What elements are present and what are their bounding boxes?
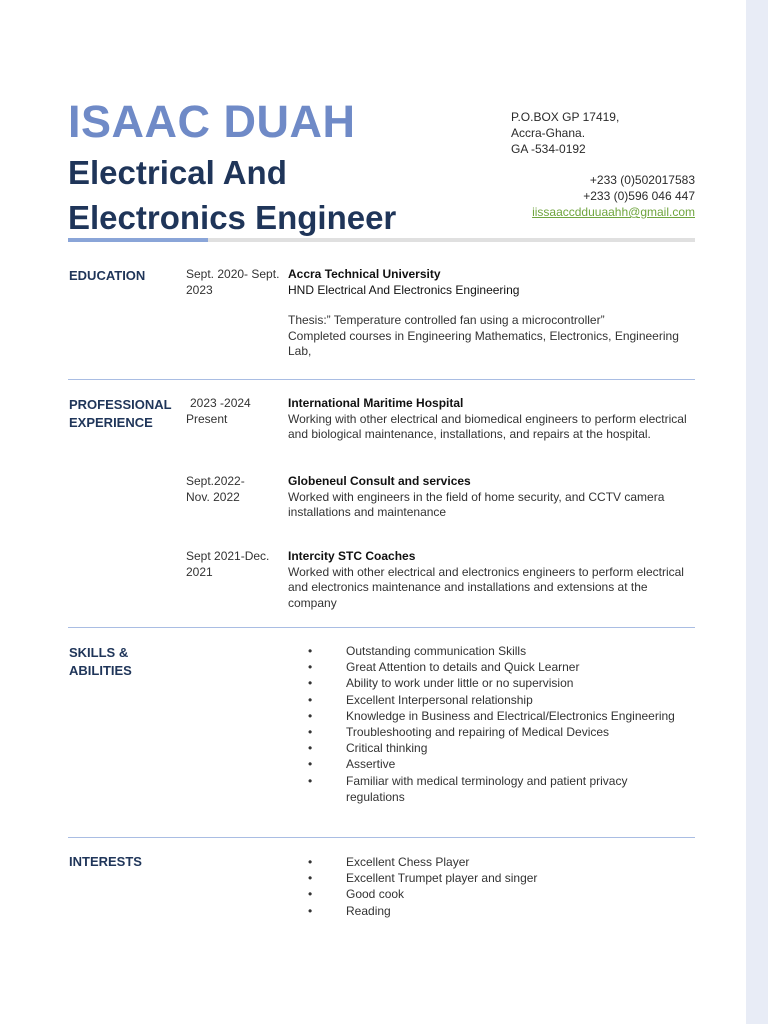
bullet-icon: •	[308, 855, 313, 869]
section-heading-skills	[69, 644, 132, 680]
institution-name: Accra Technical University	[288, 267, 441, 281]
list-item	[300, 659, 690, 675]
experience-dates	[186, 396, 290, 427]
list-item	[300, 886, 690, 902]
experience-entry	[288, 474, 698, 521]
skills-list	[300, 643, 690, 805]
section-heading-interests: INTERESTS	[69, 854, 142, 869]
phone-number: +233 (0)502017583	[589, 173, 695, 187]
thesis-text: Thesis:” Temperature controlled fan using a microcontroller”	[288, 313, 605, 327]
address-line: Accra-Ghana.	[511, 126, 586, 140]
skill-text: Excellent Interpersonal relationship	[346, 692, 533, 707]
skill-text: Outstanding communication Skills	[346, 644, 527, 658]
skill-text: Assertive	[346, 757, 396, 772]
heading-line: PROFESSIONAL	[69, 397, 172, 412]
section-heading-education: EDUCATION	[69, 268, 146, 283]
skill-text: Great Attention to details and Quick Learner	[346, 660, 580, 675]
heading-line: EXPERIENCE	[69, 415, 153, 430]
list-item	[300, 692, 690, 708]
date-line: Sept.2022-	[186, 474, 245, 488]
bullet-icon: •	[308, 773, 313, 788]
skill-text: Knowledge in Business and Electrical/Electronics Engineering	[346, 708, 675, 723]
list-item	[300, 854, 690, 870]
job-title	[68, 150, 488, 240]
experience-dates	[186, 474, 286, 505]
employer-name: Intercity STC Coaches	[288, 549, 416, 563]
bullet-icon: •	[308, 660, 313, 675]
postal-address	[511, 109, 619, 157]
date-line: Present	[186, 411, 228, 426]
bullet-icon: •	[308, 887, 313, 902]
job-title-line-1: Electrical And	[68, 154, 287, 191]
contact-info	[532, 172, 695, 220]
interest-text: Excellent Trumpet player and singer	[346, 871, 538, 886]
list-item	[300, 773, 646, 805]
date-line: 2023 -2024	[190, 396, 251, 410]
heading-line: ABILITIES	[69, 663, 132, 678]
header-divider-accent	[68, 238, 208, 242]
list-item	[300, 756, 690, 772]
education-entry	[288, 267, 698, 360]
job-description: Worked with engineers in the field of home security, and CCTV camera installations and maintenance	[288, 489, 665, 519]
date-line: Nov. 2022	[186, 489, 240, 504]
bullet-icon: •	[308, 757, 313, 772]
skill-text: Troubleshooting and repairing of Medical Devices	[346, 725, 610, 740]
bullet-icon: •	[308, 644, 313, 658]
date-line: 2023	[186, 282, 213, 297]
employer-name: Globeneul Consult and services	[288, 474, 471, 488]
skill-text: Ability to work under little or no supervision	[346, 676, 574, 691]
list-item	[300, 643, 690, 659]
interest-text: Good cook	[346, 887, 405, 902]
email-link[interactable]: iissaaccdduuaahh@gmail.com	[532, 205, 695, 219]
section-divider	[68, 837, 695, 838]
address-line: GA -534-0192	[511, 142, 586, 156]
list-item	[300, 870, 690, 886]
program-name: HND Electrical And Electronics Engineering	[288, 282, 520, 297]
bullet-icon: •	[308, 741, 313, 756]
list-item	[300, 675, 690, 691]
experience-entry	[288, 549, 698, 611]
interests-list	[300, 854, 690, 919]
job-description: Worked with other electrical and electronics engineers to perform electrical and electronics maintenance and installations and extensions at the company	[288, 564, 684, 610]
bullet-icon: •	[308, 676, 313, 691]
job-description: Working with other electrical and biomedical engineers to perform electrical and biological maintenance, installations, and repairs at the hospital.	[288, 411, 687, 441]
skill-text: Critical thinking	[346, 741, 428, 756]
list-item	[300, 740, 690, 756]
bullet-icon: •	[308, 871, 313, 886]
experience-dates	[186, 549, 286, 580]
candidate-name: ISAAC DUAH	[68, 96, 356, 147]
section-divider	[68, 379, 695, 380]
phone-number: +233 (0)596 046 447	[583, 189, 695, 203]
experience-entry	[288, 396, 698, 443]
employer-name: International Maritime Hospital	[288, 396, 464, 410]
date-line: Sept. 2020- Sept.	[186, 267, 280, 281]
courses-text: Completed courses in Engineering Mathematics, Electronics, Engineering Lab,	[288, 328, 679, 358]
section-divider	[68, 627, 695, 628]
page-edge-strip	[746, 0, 768, 1024]
skill-text: Familiar with medical terminology and patient privacy regulations	[346, 773, 628, 804]
interest-text: Reading	[346, 903, 391, 918]
list-item	[300, 724, 690, 740]
education-dates	[186, 267, 286, 298]
address-line: P.O.BOX GP 17419,	[511, 110, 620, 124]
date-line: Sept 2021-Dec.	[186, 549, 270, 563]
job-title-line-2: Electronics Engineer	[68, 199, 397, 236]
bullet-icon: •	[308, 903, 313, 918]
date-line: 2021	[186, 564, 213, 579]
list-item	[300, 708, 690, 724]
bullet-icon: •	[308, 708, 313, 723]
list-item	[300, 903, 690, 919]
bullet-icon: •	[308, 725, 313, 740]
bullet-icon: •	[308, 692, 313, 707]
heading-line: SKILLS &	[69, 645, 129, 660]
interest-text: Excellent Chess Player	[346, 855, 470, 869]
section-heading-experience	[69, 396, 172, 432]
